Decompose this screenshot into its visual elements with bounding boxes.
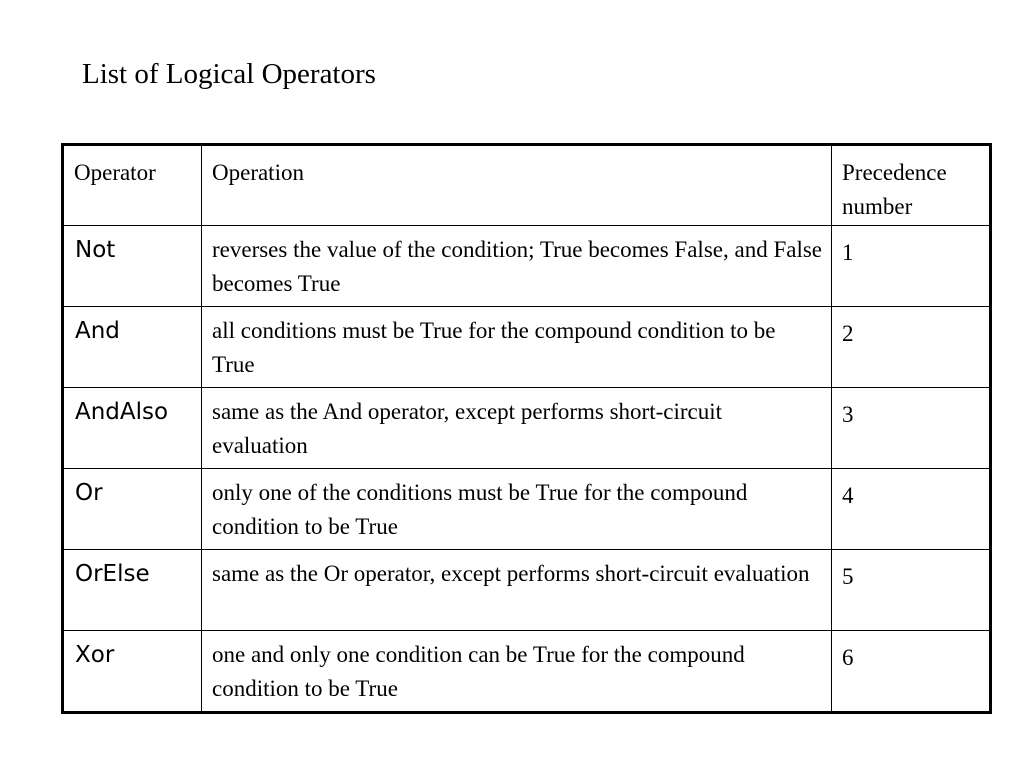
operator-keyword: AndAlso [75,399,169,425]
header-precedence-line1: Precedence [842,160,947,185]
header-precedence-label [832,146,989,224]
operators-table [61,143,992,714]
precedence-number: 1 [842,240,854,265]
operation-description: same as the And operator, except performs short-circuit evaluation [212,399,723,458]
operation-description: reverses the value of the condition; True becomes False, and False becomes True [212,237,822,296]
operation-description: only one of the conditions must be True for the compound condition to be True [212,480,748,539]
operation-cell [202,388,832,469]
table-row [63,631,991,713]
table-row [63,550,991,631]
operator-cell [63,469,202,550]
page-title: List of Logical Operators [82,58,376,90]
operator-cell [63,388,202,469]
precedence-number: 2 [842,321,854,346]
header-operation-label: Operation [212,160,304,185]
precedence-number: 4 [842,483,854,508]
operator-cell [63,307,202,388]
operation-description: one and only one condition can be True for the compound condition to be True [212,642,745,701]
precedence-number: 3 [842,402,854,427]
precedence-cell [832,388,991,469]
operator-cell [63,226,202,307]
operator-keyword: Xor [75,642,115,668]
precedence-cell [832,550,991,631]
precedence-number: 6 [842,645,854,670]
table-header-row [63,145,991,226]
operator-keyword: Or [75,480,103,506]
table-row [63,226,991,307]
operation-description: same as the Or operator, except performs short-circuit evaluation [212,561,810,586]
header-cell-operation [202,145,832,226]
header-precedence-line2: number [842,194,913,219]
precedence-cell [832,469,991,550]
operation-cell [202,226,832,307]
header-cell-precedence [832,145,991,226]
header-operator-label: Operator [74,160,156,185]
header-cell-operator [63,145,202,226]
operation-cell [202,307,832,388]
table-row [63,388,991,469]
table-row [63,469,991,550]
operation-cell [202,631,832,713]
precedence-cell [832,631,991,713]
operator-cell [63,631,202,713]
operation-description: all conditions must be True for the compound condition to be True [212,318,776,377]
operator-cell [63,550,202,631]
precedence-number: 5 [842,564,854,589]
precedence-cell [832,307,991,388]
operation-cell [202,550,832,631]
operator-keyword: OrElse [75,561,150,587]
operation-cell [202,469,832,550]
precedence-cell [832,226,991,307]
operator-keyword: Not [75,237,116,263]
operator-keyword: And [75,318,120,344]
table-row [63,307,991,388]
